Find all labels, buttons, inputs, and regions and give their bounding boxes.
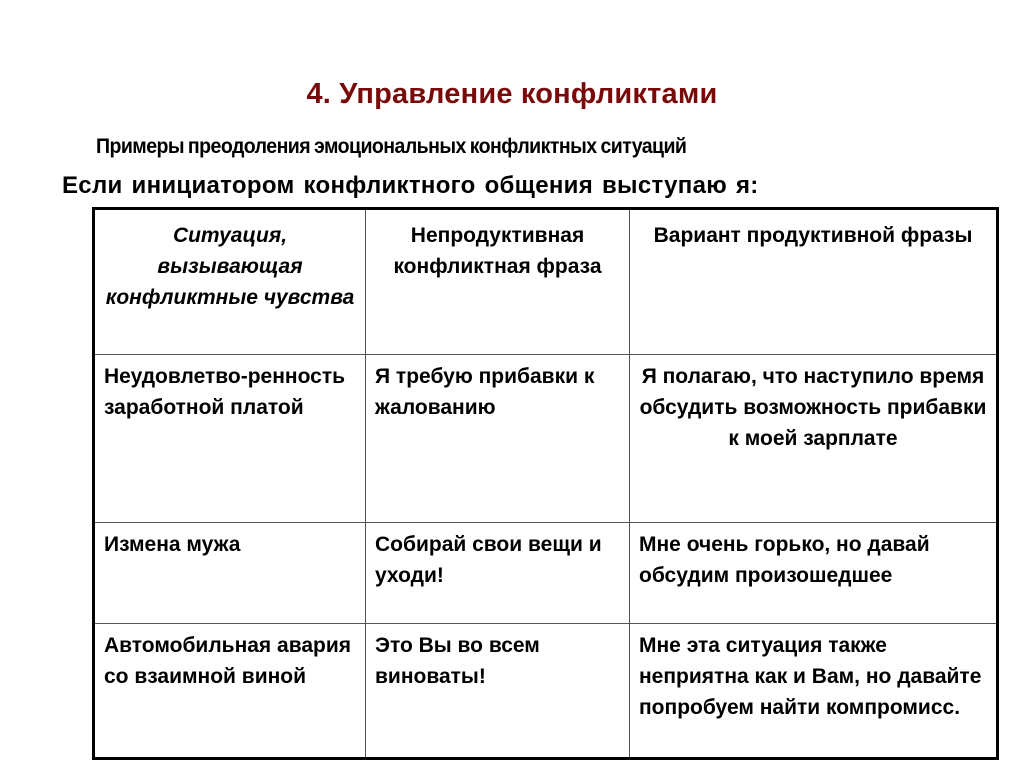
slide-subtitle: Примеры преодоления эмоциональных конфликтных ситуаций bbox=[96, 135, 687, 158]
header-situation: Ситуация, вызывающая конфликтные чувства bbox=[94, 209, 366, 355]
lead-text: Если инициатором конфликтного общения выступаю я: bbox=[62, 172, 759, 199]
cell-unproductive: Это Вы во всем виноваты! bbox=[366, 624, 630, 759]
cell-unproductive: Я требую прибавки к жалованию bbox=[366, 355, 630, 523]
cell-unproductive: Собирай свои вещи и уходи! bbox=[366, 523, 630, 624]
cell-situation: Измена мужа bbox=[94, 523, 366, 624]
cell-productive: Я полагаю, что наступило время обсудить возможность прибавки к моей зарплате bbox=[630, 355, 998, 523]
cell-productive: Мне эта ситуация также неприятна как и Вам, но давайте попробуем найти компромисс. bbox=[630, 624, 998, 759]
cell-situation: Автомобильная авария со взаимной виной bbox=[94, 624, 366, 759]
table-row bbox=[94, 523, 998, 624]
table-row bbox=[94, 624, 998, 759]
table-row bbox=[94, 355, 998, 523]
cell-situation: Неудовлетво-ренность заработной платой bbox=[94, 355, 366, 523]
cell-productive: Мне очень горько, но давай обсудим произошедшее bbox=[630, 523, 998, 624]
header-productive-phrase: Вариант продуктивной фразы bbox=[630, 209, 998, 355]
conflict-examples-table bbox=[92, 207, 999, 760]
header-unproductive-phrase: Непродуктивная конфликтная фраза bbox=[366, 209, 630, 355]
table-header-row bbox=[94, 209, 998, 355]
slide-title: 4. Управление конфликтами bbox=[306, 78, 718, 110]
